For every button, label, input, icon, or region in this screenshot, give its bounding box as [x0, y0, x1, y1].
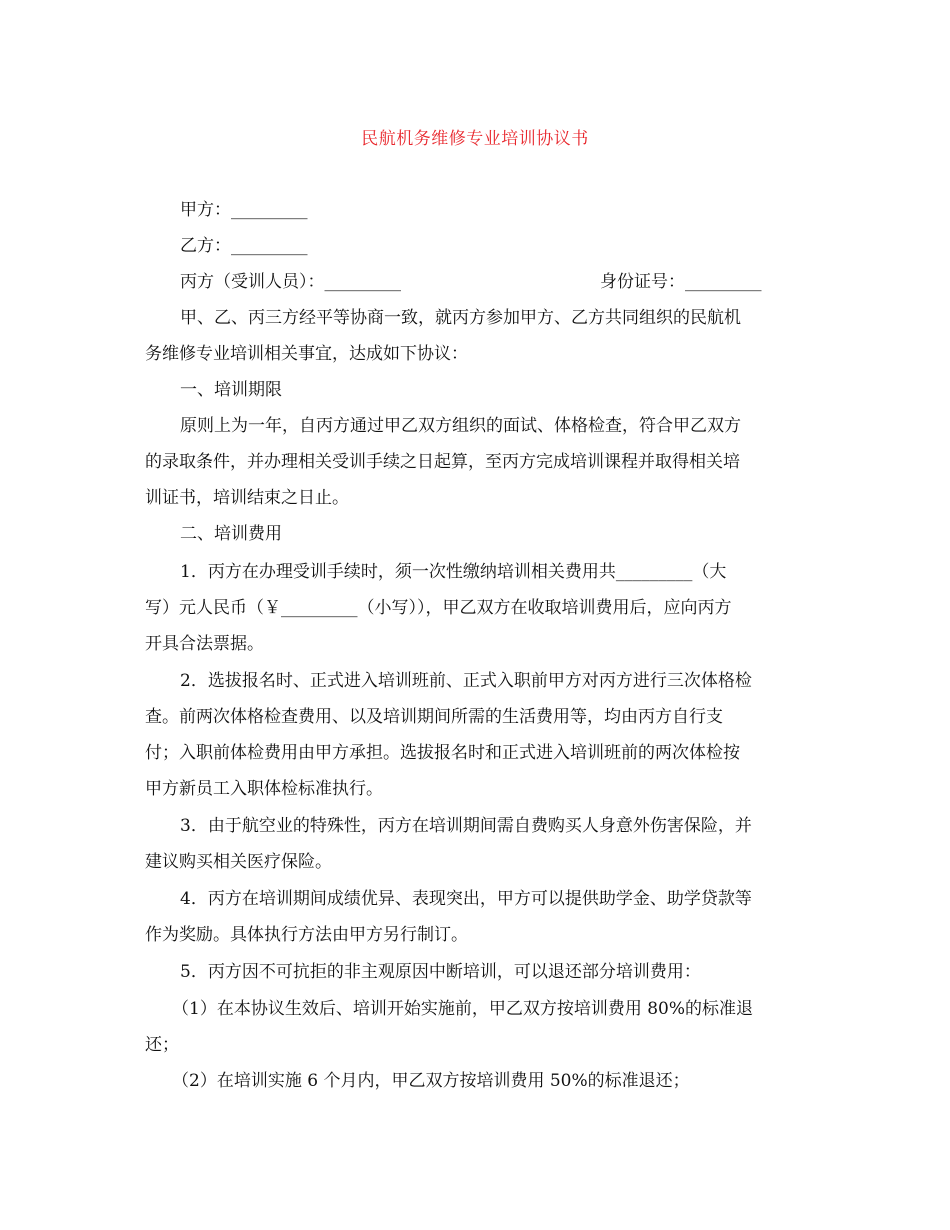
section-1-heading: 一、培训期限: [180, 380, 282, 400]
item-5-line: 5．丙方因不可抗拒的非主观原因中断培训，可以退还部分培训费用：: [180, 962, 701, 982]
document-title: 民航机务维修专业培训协议书: [361, 129, 589, 149]
item-2-line-2: 查。前两次体格检查费用、以及培训期间所需的生活费用等，均由丙方自行支: [145, 707, 723, 727]
item-3-line-1: 3．由于航空业的特殊性，丙方在培训期间需自费购买人身意外伤害保险，并: [180, 816, 752, 836]
section-1-line-3: 训证书，培训结束之日止。: [145, 488, 349, 508]
intro-line-1: 甲、乙、丙三方经平等协商一致，就丙方参加甲方、乙方共同组织的民航机: [180, 308, 741, 328]
section-1-line-2: 的录取条件，并办理相关受训手续之日起算，至丙方完成培训课程并取得相关培: [145, 452, 740, 472]
section-2-heading: 二、培训费用: [180, 524, 282, 544]
id-number-line: 身份证号：_________: [600, 272, 762, 292]
item-4-line-2: 作为奖励。具体执行方法由甲方另行制订。: [145, 925, 468, 945]
item-5-sub-2-line: （2）在培训实施 6 个月内，甲乙双方按培训费用 50%的标准退还；: [172, 1071, 690, 1091]
item-1-line-2: 写）元人民币（￥_________（小写）），甲乙双方在收取培训费用后，应向丙方: [145, 598, 732, 618]
item-5-sub-1-line-2: 还；: [145, 1035, 179, 1055]
intro-line-2: 务维修专业培训相关事宜，达成如下协议：: [145, 344, 468, 364]
section-1-line-1: 原则上为一年，自丙方通过甲乙双方组织的面试、体格检查，符合甲乙双方: [180, 416, 741, 436]
party-a-line: 甲方：_________: [180, 200, 308, 220]
item-1-line-1: 1．丙方在办理受训手续时，须一次性缴纳培训相关费用共_________（大: [180, 562, 727, 582]
item-5-sub-1-line-1: （1）在本协议生效后、培训开始实施前，甲乙双方按培训费用 80%的标准退: [172, 999, 754, 1019]
party-b-line: 乙方：_________: [180, 236, 308, 256]
item-1-line-3: 开具合法票据。: [145, 634, 264, 654]
item-2-line-1: 2．选拔报名时、正式进入培训班前、正式入职前甲方对丙方进行三次体格检: [180, 671, 752, 691]
item-2-line-4: 甲方新员工入职体检标准执行。: [145, 779, 383, 799]
item-2-line-3: 付；入职前体检费用由甲方承担。选拔报名时和正式进入培训班前的两次体检按: [145, 743, 740, 763]
item-4-line-1: 4．丙方在培训期间成绩优异、表现突出，甲方可以提供助学金、助学贷款等: [180, 889, 752, 909]
party-c-line: 丙方（受训人员）：_________: [180, 272, 401, 292]
item-3-line-2: 建议购买相关医疗保险。: [145, 852, 332, 872]
